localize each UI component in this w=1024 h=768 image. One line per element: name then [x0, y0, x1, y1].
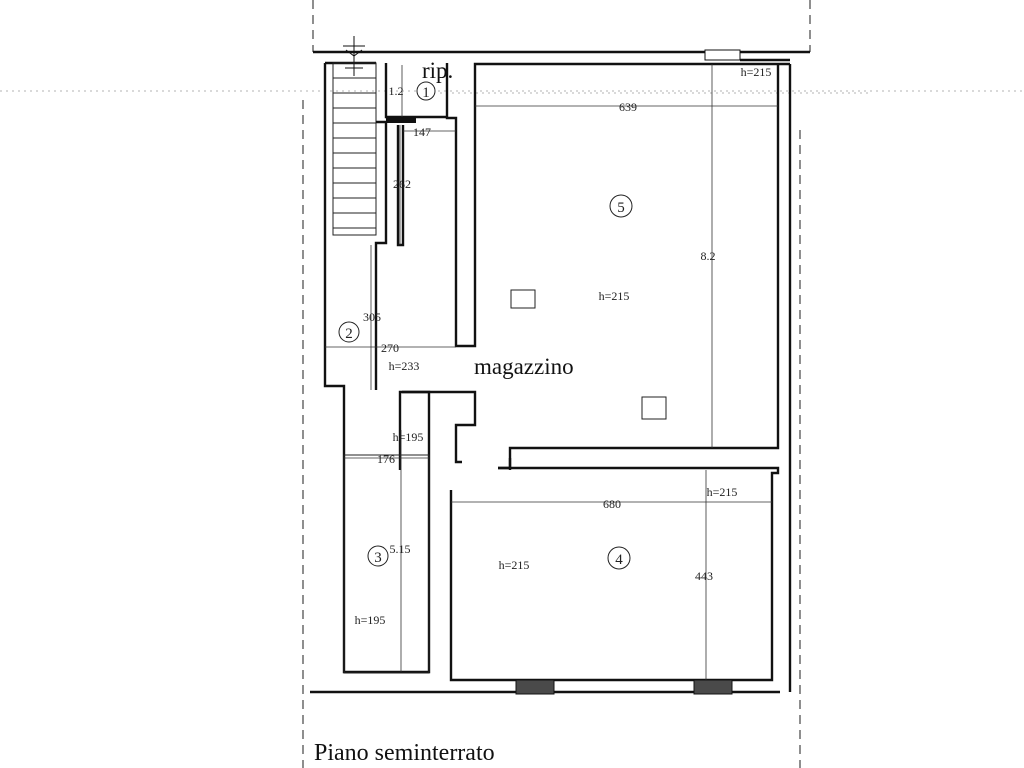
- height-label: h=233: [388, 359, 420, 373]
- room-marker-2: [339, 322, 359, 342]
- dimension-label: 680: [603, 497, 621, 511]
- room-marker-4: [608, 547, 630, 569]
- dimension-label: 5.15: [389, 542, 411, 556]
- room-marker-5: [610, 195, 632, 217]
- corridor-walls: [376, 64, 790, 390]
- dimension-label: 305: [363, 310, 381, 324]
- dimension-label: 147: [413, 125, 431, 139]
- height-label: h=215: [740, 65, 772, 79]
- height-label: h=195: [354, 613, 386, 627]
- main-room-label: magazzino: [474, 354, 574, 379]
- room-number: 2: [345, 326, 353, 342]
- dimension-label: 639: [619, 100, 637, 114]
- plan-title: Piano seminterrato: [314, 740, 495, 766]
- room-number: 4: [615, 552, 623, 568]
- room-number: 3: [374, 550, 382, 566]
- entrance-arrow-icon: [343, 36, 365, 76]
- dimension-label: 176: [377, 452, 395, 466]
- room-number: 5: [617, 200, 625, 216]
- room-5-walls: [402, 64, 790, 692]
- staircase: [333, 63, 376, 235]
- pillar: [386, 117, 416, 123]
- height-label: h=215: [498, 558, 530, 572]
- height-label: h=215: [598, 289, 630, 303]
- dimension-label: 8.2: [700, 249, 716, 263]
- window-bottom-1: [516, 680, 554, 694]
- room-3-walls: [344, 455, 429, 673]
- height-label: h=215: [706, 485, 738, 499]
- column-2: [642, 397, 666, 419]
- dimension-label: 262: [393, 177, 411, 191]
- room-1-label: rip.: [422, 58, 454, 83]
- window-top: [705, 50, 740, 60]
- window-bottom-2: [694, 680, 732, 694]
- dimension-label: 270: [381, 341, 399, 355]
- dimension-label: 1.2: [388, 84, 404, 98]
- room-number: 1: [422, 85, 430, 101]
- dimension-label: 443: [695, 569, 713, 583]
- column-1: [511, 290, 535, 308]
- room-marker-1: [417, 82, 435, 101]
- outer-wall-top: [313, 50, 810, 63]
- height-label: h=195: [392, 430, 424, 444]
- room-marker-3: [368, 546, 388, 566]
